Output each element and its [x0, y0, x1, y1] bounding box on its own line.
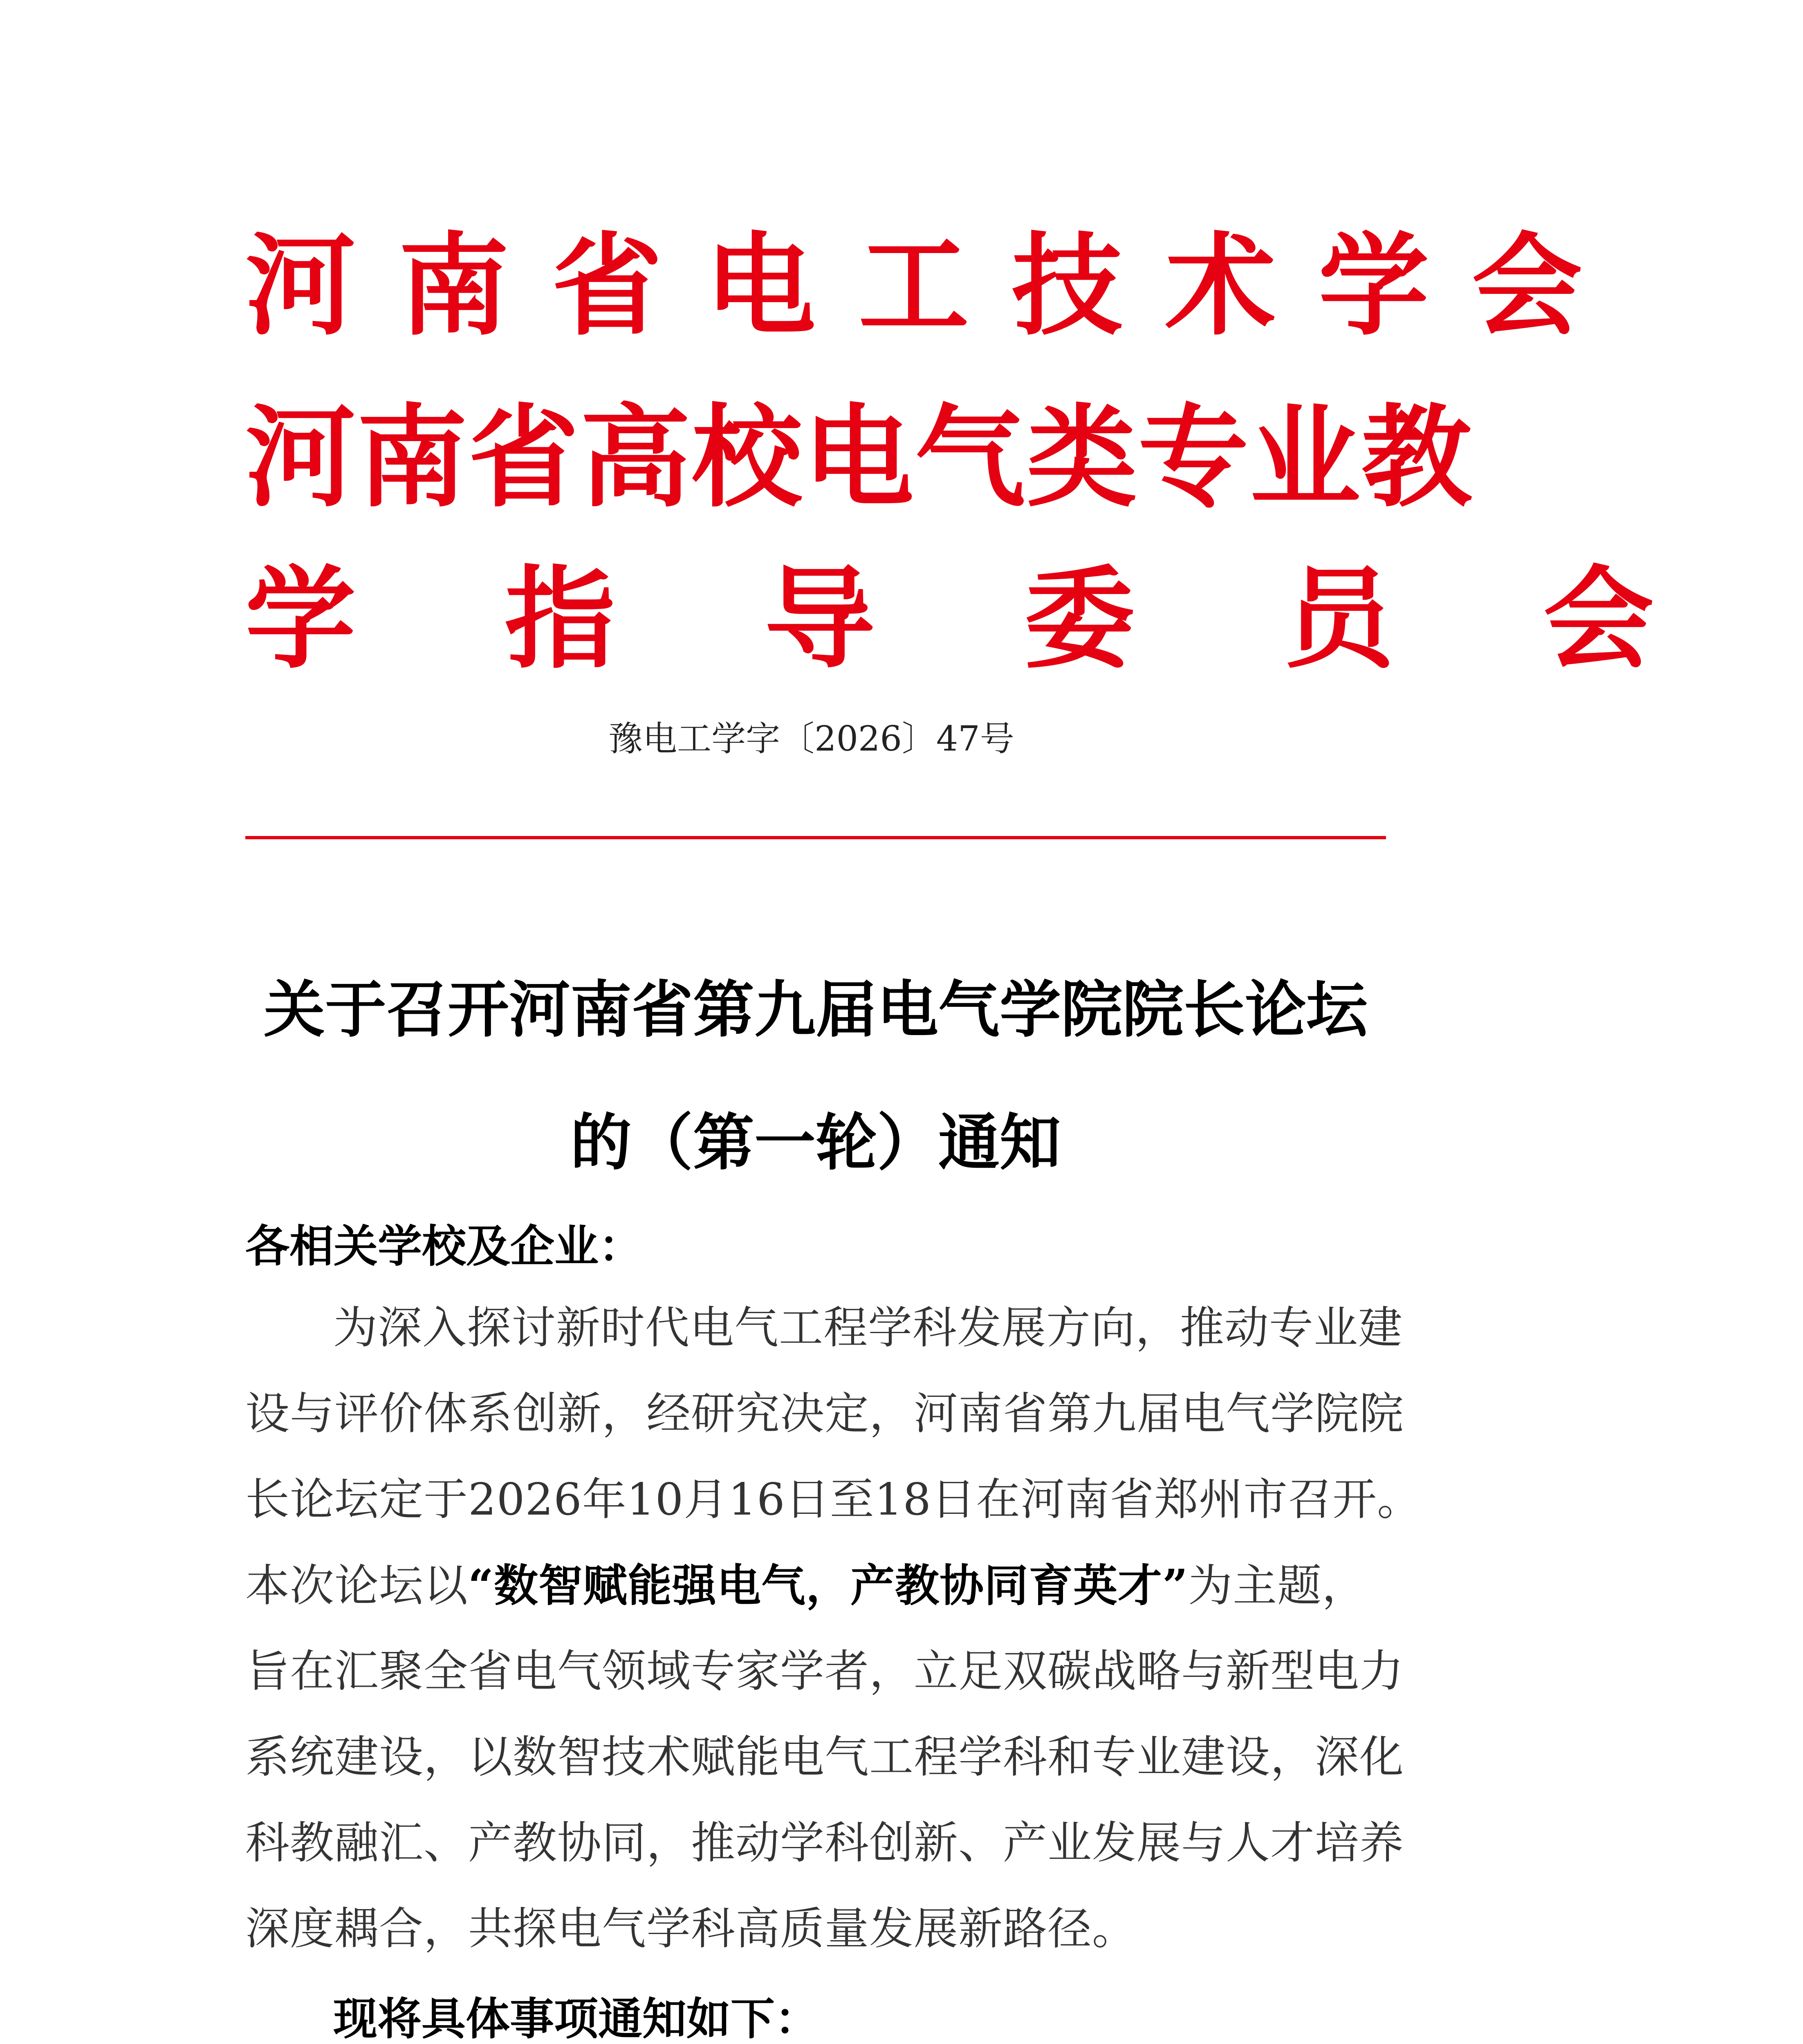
forum-theme: “数智赋能强电气，产教协同育英才”	[468, 1560, 1189, 1611]
body-paragraph-line-8: 深度耦合，共探电气学科高质量发展新路径。	[245, 1903, 1137, 1954]
body-paragraph-line-7: 科教融汇、产教协同，推动学科创新、产业发展与人才培养	[245, 1818, 1404, 1869]
closing-line: 现将具体事项通知如下：	[333, 1993, 819, 2044]
salutation: 各相关学校及企业：	[245, 1221, 643, 1272]
body-paragraph-line-6: 系统建设，以数智技术赋能电气工程学科和专业建设，深化	[245, 1732, 1404, 1783]
body-paragraph-line-5: 旨在汇聚全省电气领域专家学者，立足双碳战略与新型电力	[245, 1646, 1404, 1697]
issuer-name-line-1: 河南省电工技术学会	[245, 222, 1625, 350]
notice-title-line-2: 的（第一轮）通知	[570, 1107, 1061, 1179]
notice-title-line-1: 关于召开河南省第九届电气学院院长论坛	[263, 974, 1368, 1046]
body-paragraph-line-2: 设与评价体系创新，经研究决定，河南省第九届电气学院院	[245, 1388, 1404, 1439]
theme-intro-text: 本次论坛以	[245, 1560, 469, 1611]
issuer-name-line-2: 河南省高校电气类专业教	[245, 393, 1473, 522]
document-number: 豫电工学字〔2026〕47号	[608, 719, 1014, 759]
issuer-name-line-3: 学指导委员会	[245, 555, 1803, 684]
body-paragraph-line-1: 为深入探讨新时代电气工程学科发展方向，推动专业建	[333, 1302, 1403, 1354]
theme-suffix-text: 为主题，	[1188, 1560, 1367, 1611]
letterhead-divider	[245, 836, 1386, 839]
body-paragraph-line-3: 长论坛定于2026年10月16日至18日在河南省郑州市召开。	[245, 1474, 1422, 1525]
body-paragraph-line-4	[245, 1560, 1386, 1611]
